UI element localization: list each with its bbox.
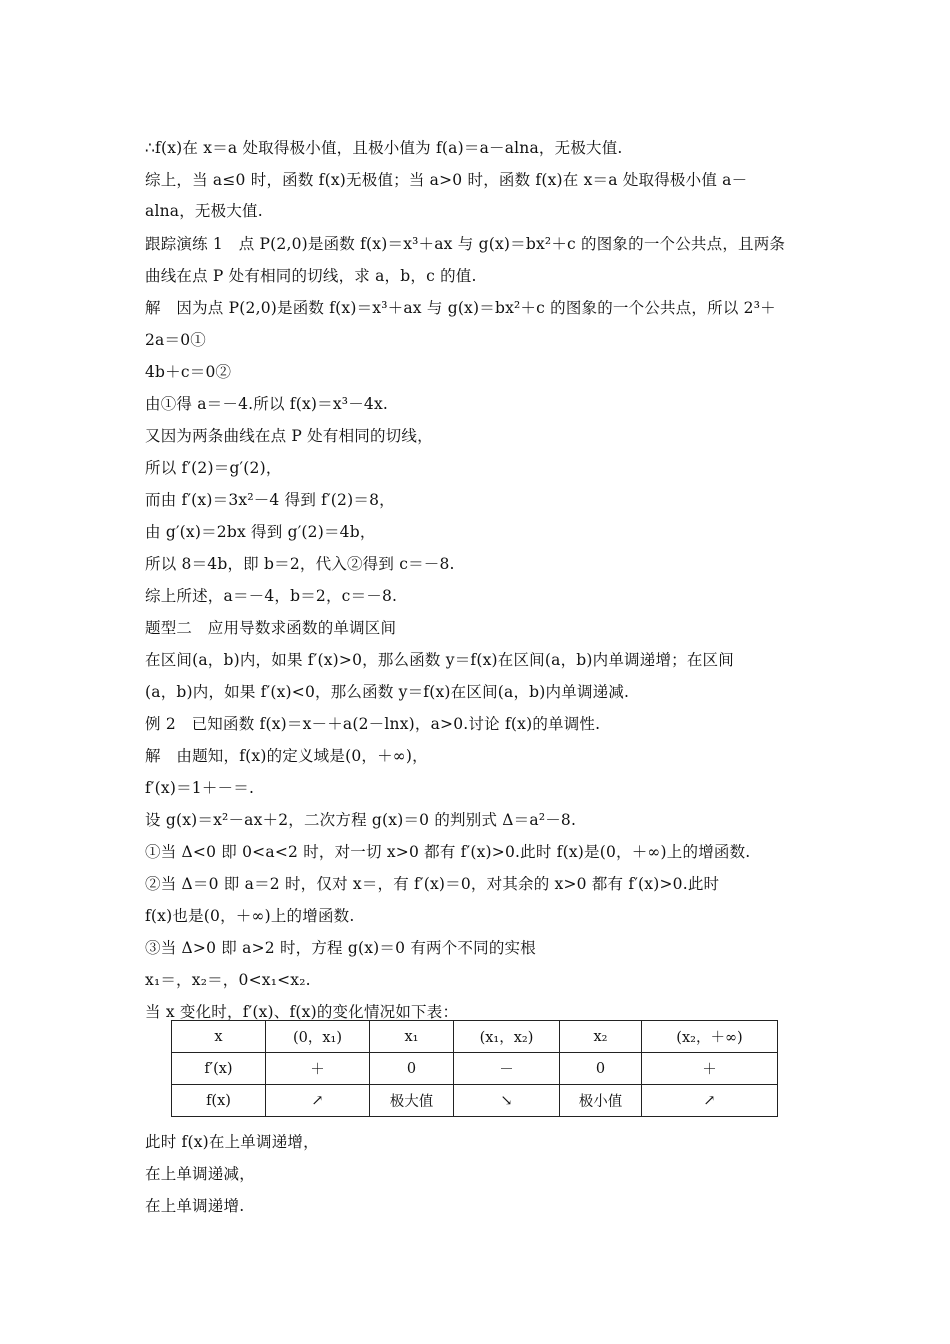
table-cell: ↗ — [266, 1085, 370, 1117]
text-line: 此时 f(x)在上单调递增， — [145, 1133, 319, 1151]
text-line: x₁＝，x₂＝，0<x₁<x₂. — [145, 971, 311, 989]
text-line: 在上单调递增. — [145, 1197, 245, 1215]
table-cell: 极大值 — [370, 1085, 454, 1117]
table-cell: ↘ — [454, 1085, 560, 1117]
text-line: 而由 f′(x)＝3x²－4 得到 f′(2)＝8， — [145, 491, 395, 509]
text-line: ③当 Δ>0 即 a>2 时，方程 g(x)＝0 有两个不同的实根 — [145, 939, 536, 957]
table-cell: 0 — [560, 1053, 642, 1085]
table-cell: (x₁，x₂) — [454, 1021, 560, 1053]
table-row — [172, 1085, 778, 1117]
text-line: 综上，当 a≤0 时，函数 f(x)无极值；当 a>0 时，函数 f(x)在 x＝a 处取得极小值 a－ — [145, 171, 748, 189]
text-line: 例 2 已知函数 f(x)＝x－＋a(2－lnx)，a>0.讨论 f(x)的单调性. — [145, 715, 601, 733]
text-line: ①当 Δ<0 即 0<a<2 时，对一切 x>0 都有 f′(x)>0.此时 f(x)是(0，＋∞)上的增函数. — [145, 843, 751, 861]
text-line: (a，b)内，如果 f′(x)<0，那么函数 y＝f(x)在区间(a，b)内单调递减. — [145, 683, 630, 701]
text-line: 由 g′(x)＝2bx 得到 g′(2)＝4b， — [145, 523, 376, 541]
section-heading: 题型二 应用导数求函数的单调区间 — [145, 619, 397, 637]
table-row — [172, 1053, 778, 1085]
text-line: 解 因为点 P(2,0)是函数 f(x)＝x³＋ax 与 g(x)＝bx²＋c 的图象的一个公共点，所以 2³＋ — [145, 299, 776, 317]
text-line: alna，无极大值. — [145, 202, 263, 220]
table-cell: － — [454, 1053, 560, 1085]
table-cell: x₁ — [370, 1021, 454, 1053]
table-row — [172, 1021, 778, 1053]
text-line: 所以 f′(2)＝g′(2)， — [145, 459, 282, 477]
table-cell: ＋ — [266, 1053, 370, 1085]
text-line: 当 x 变化时，f′(x)、f(x)的变化情况如下表： — [145, 1003, 459, 1021]
table-cell: ＋ — [642, 1053, 778, 1085]
table-cell: x — [172, 1021, 266, 1053]
text-line: ∴f(x)在 x＝a 处取得极小值，且极小值为 f(a)＝a－alna，无极大值. — [145, 139, 623, 157]
text-line: 跟踪演练 1 点 P(2,0)是函数 f(x)＝x³＋ax 与 g(x)＝bx²＋c 的图象的一个公共点，且两条 — [145, 235, 786, 253]
text-line: f′(x)＝1＋－＝. — [145, 779, 255, 797]
text-line: 由①得 a＝－4.所以 f(x)＝x³－4x. — [145, 395, 389, 413]
table-cell: (0，x₁) — [266, 1021, 370, 1053]
text-line: 解 由题知，f(x)的定义域是(0，＋∞)， — [145, 747, 428, 765]
text-line: 又因为两条曲线在点 P 处有相同的切线， — [145, 427, 433, 445]
text-line: 2a＝0① — [145, 331, 206, 349]
text-line: 所以 8＝4b，即 b＝2，代入②得到 c＝－8. — [145, 555, 455, 573]
text-line: 曲线在点 P 处有相同的切线，求 a，b，c 的值. — [145, 267, 477, 285]
variation-table — [171, 1020, 778, 1117]
text-line: 设 g(x)＝x²－ax＋2，二次方程 g(x)＝0 的判别式 Δ＝a²－8. — [145, 811, 577, 829]
text-line: 综上所述，a＝－4，b＝2，c＝－8. — [145, 587, 398, 605]
table-cell: 0 — [370, 1053, 454, 1085]
table-cell: 极小值 — [560, 1085, 642, 1117]
table-cell: f′(x) — [172, 1053, 266, 1085]
table-cell: (x₂，＋∞) — [642, 1021, 778, 1053]
table-cell: x₂ — [560, 1021, 642, 1053]
table-cell: f(x) — [172, 1085, 266, 1117]
text-line: f(x)也是(0，＋∞)上的增函数. — [145, 907, 355, 925]
text-line: 4b＋c＝0② — [145, 363, 232, 381]
table-cell: ↗ — [642, 1085, 778, 1117]
text-line: ②当 Δ＝0 即 a＝2 时，仅对 x＝，有 f′(x)＝0，对其余的 x>0 都有 f′(x)>0.此时 — [145, 875, 720, 893]
text-line: 在区间(a，b)内，如果 f′(x)>0，那么函数 y＝f(x)在区间(a，b)内单调递增；在区间 — [145, 651, 734, 669]
text-line: 在上单调递减， — [145, 1165, 255, 1183]
